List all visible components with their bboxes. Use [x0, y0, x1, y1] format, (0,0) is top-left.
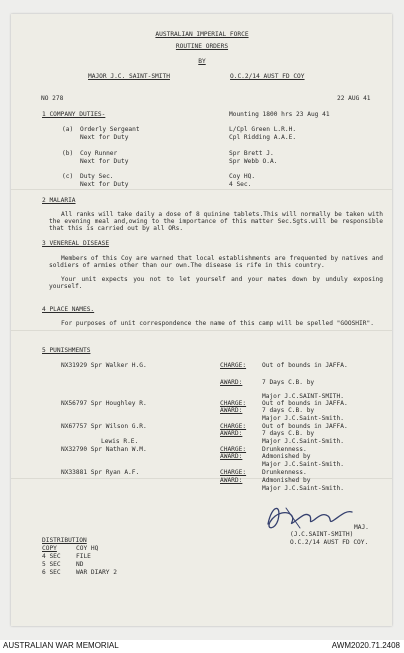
duty-assignee: Spr Brett J.	[229, 150, 274, 157]
duty-assignee: Coy HQ.	[229, 173, 256, 180]
paper-fold-line	[11, 330, 392, 331]
distribution-row-target: WAR DIARY 2	[76, 569, 117, 576]
name-correction: Lewis R.E.	[101, 438, 139, 445]
duty-title: Duty Sec.	[80, 173, 114, 180]
duty-next: Next for Duty	[80, 158, 129, 165]
footer-accession-number: AWM2020.71.2408	[331, 641, 400, 650]
signatory-name: (J.C.SAINT-SMITH)	[290, 531, 354, 538]
signatory-rank: MAJ.	[354, 524, 369, 531]
paper-fold-line	[11, 189, 392, 190]
award-text: Admonished by	[262, 453, 311, 460]
award-officer: Major J.C.Saint-Smith.	[262, 485, 344, 492]
offender-name: NX67757 Spr Wilson G.R.	[61, 423, 147, 430]
award-label: AWARD:	[220, 453, 243, 460]
award-label: AWARD:	[220, 407, 243, 414]
paper-fold-line	[11, 478, 392, 479]
charge-label: CHARGE:	[220, 469, 247, 476]
offender-name: NX56797 Spr Houghley R.	[61, 400, 147, 407]
document-title: AUSTRALIAN IMPERIAL FORCE	[155, 31, 249, 38]
charge-text: Out of bounds in JAFFA.	[262, 423, 348, 430]
award-text: 7 days C.B. by	[262, 430, 315, 437]
section-heading: 2 MALARIA	[42, 197, 76, 204]
award-label: AWARD:	[220, 430, 243, 437]
award-officer: Major J.C.Saint-Smith.	[262, 438, 344, 445]
award-text: 7 Days C.B. by	[262, 379, 315, 386]
document-subtitle: ROUTINE ORDERS	[175, 43, 229, 50]
award-text: Admonished by	[262, 477, 311, 484]
award-officer: Major J.C.SAINT-SMITH.	[262, 393, 344, 400]
duty-next-assignee: Spr Webb O.A.	[229, 158, 278, 165]
duty-title: Orderly Sergeant	[80, 126, 140, 133]
duty-title: Coy Runner	[80, 150, 118, 157]
charge-label: CHARGE:	[220, 362, 247, 369]
section-heading: 4 PLACE NAMES.	[42, 306, 95, 313]
offender-name: NX33881 Spr Ryan A.F.	[61, 469, 140, 476]
section-heading: 5 PUNISHMENTS	[42, 347, 91, 354]
distribution-col1: COPY	[42, 545, 57, 552]
offender-name: NX31929 Spr Walker H.G.	[61, 362, 147, 369]
charge-label: CHARGE:	[220, 423, 247, 430]
duty-label: (b)	[62, 150, 74, 157]
duty-next-assignee: Cpl Ridding A.A.E.	[229, 134, 297, 141]
distribution-col2: COY HQ	[76, 545, 99, 552]
vd-paragraph: Your unit expects you not to let yourself and your mates down by unduly exposing yourself.	[49, 276, 383, 290]
duty-next-assignee: 4 Sec.	[229, 181, 252, 188]
handwritten-signature	[262, 500, 358, 534]
section-heading: 1 COMPANY DUTIES-	[42, 111, 106, 118]
distribution-row-section: 4 SEC	[42, 553, 61, 560]
award-text: 7 days C.B. by	[262, 407, 315, 414]
distribution-row-target: FILE	[76, 553, 91, 560]
distribution-row-section: 6 SEC	[42, 569, 61, 576]
by-line: BY	[198, 58, 206, 65]
charge-text: Drunkenness.	[262, 446, 307, 453]
award-officer: Major J.C.Saint-Smith.	[262, 415, 344, 422]
charge-text: Drunkenness.	[262, 469, 307, 476]
award-label: AWARD:	[220, 379, 243, 386]
order-number: NO 278	[41, 95, 64, 102]
duty-next: Next for Duty	[80, 181, 129, 188]
issuing-officer: MAJOR J.C. SAINT-SMITH	[88, 73, 170, 80]
order-date: 22 AUG 41	[337, 95, 371, 102]
distribution-heading: DISTRIBUTION	[42, 537, 87, 544]
award-label: AWARD:	[220, 477, 243, 484]
duty-label: (a)	[62, 126, 74, 133]
malaria-paragraph: All ranks will take daily a dose of 8 quinine tablets.This will normally be taken with the evening meal and,owing to the importance of this matter Sec.Sgts.will be responsible that this is carried out by all ORs.	[49, 211, 383, 232]
signatory-unit: O.C.2/14 AUST FD COY.	[290, 539, 369, 546]
charge-label: CHARGE:	[220, 400, 247, 407]
vd-paragraph: Members of this Coy are warned that local establishments are frequented by natives and soldiers of armies other than our own.The disease is rife in this country.	[49, 255, 383, 269]
duty-assignee: L/Cpl Green L.R.H.	[229, 126, 297, 133]
distribution-row-target: ND	[76, 561, 84, 568]
section-heading: 3 VENEREAL DISEASE	[42, 240, 110, 247]
issuing-unit: O.C.2/14 AUST FD COY	[230, 73, 305, 80]
charge-label: CHARGE:	[220, 446, 247, 453]
distribution-row-section: 5 SEC	[42, 561, 61, 568]
mounting-time: Mounting 1800 hrs 23 Aug 41	[229, 111, 330, 118]
charge-text: Out of bounds in JAFFA.	[262, 362, 348, 369]
duty-label: (c)	[62, 173, 74, 180]
award-officer: Major J.C.Saint-Smith.	[262, 461, 344, 468]
duty-next: Next for Duty	[80, 134, 129, 141]
charge-text: Out of bounds in JAFFA.	[262, 400, 348, 407]
place-names-paragraph: For purposes of unit correspondence the name of this camp will be spelled "GOOSHIR".	[61, 320, 374, 327]
offender-name: NX32790 Spr Nathan W.M.	[61, 446, 147, 453]
footer-credit: AUSTRALIAN WAR MEMORIAL	[3, 641, 119, 650]
